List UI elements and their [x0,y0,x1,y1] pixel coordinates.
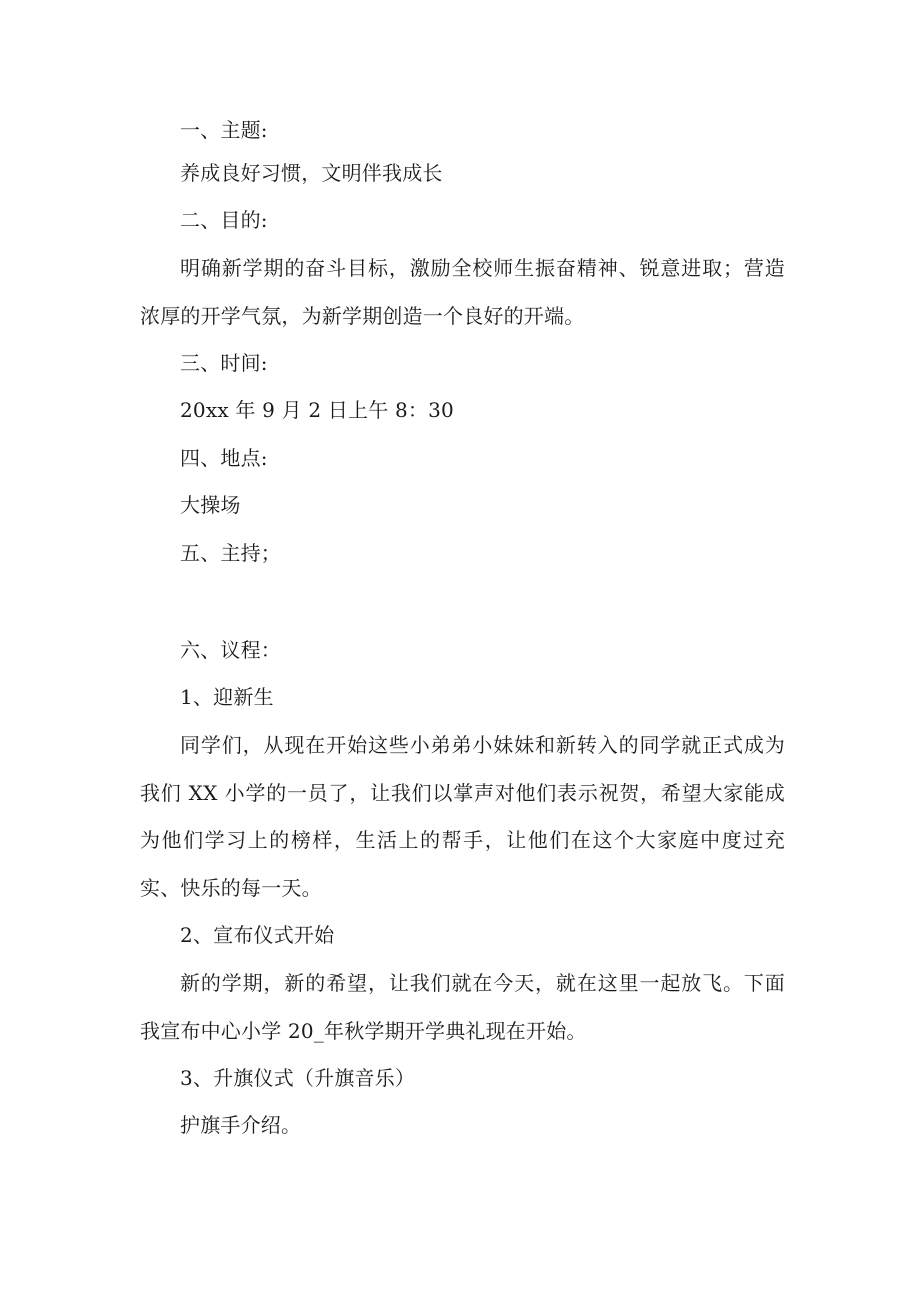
heading-location: 四、地点: [180,446,268,470]
agenda-item-2-title: 2、宣布仪式开始 [180,923,335,947]
agenda-item-1-text: 同学们，从现在开始这些小弟弟小妹妹和新转入的同学就正式成为我们 XX 小学的一员了，让我们以掌声对他们表示祝贺，希望大家能成为他们学习上的榜样，生活上的帮手，让他们在这个大家庭中度过充实、快乐的每一天。 [140,733,785,900]
agenda-item-3-text: 护旗手介绍。 [180,1113,302,1137]
theme-text: 养成良好习惯，文明伴我成长 [180,161,443,185]
agenda-item-2-text: 新的学期，新的希望，让我们就在今天，就在这里一起放飞。下面我宣布中心小学 20_年秋学期开学典礼现在开始。 [140,971,785,1043]
heading-agenda: 六、议程： [180,638,281,662]
purpose-text: 明确新学期的奋斗目标，激励全校师生振奋精神、锐意进取；营造浓厚的开学气氛，为新学期创造一个良好的开端。 [140,256,785,328]
heading-purpose: 二、目的: [180,208,268,232]
heading-time: 三、时间: [180,351,268,375]
time-text: 20xx 年 9 月 2 日上午 8：30 [180,398,454,422]
heading-theme: 一、主题: [180,118,268,142]
heading-host: 五、主持； [180,541,281,565]
location-text: 大操场 [180,493,241,517]
agenda-item-1-title: 1、迎新生 [180,685,274,709]
agenda-item-3-title: 3、升旗仪式（升旗音乐） [180,1066,416,1090]
